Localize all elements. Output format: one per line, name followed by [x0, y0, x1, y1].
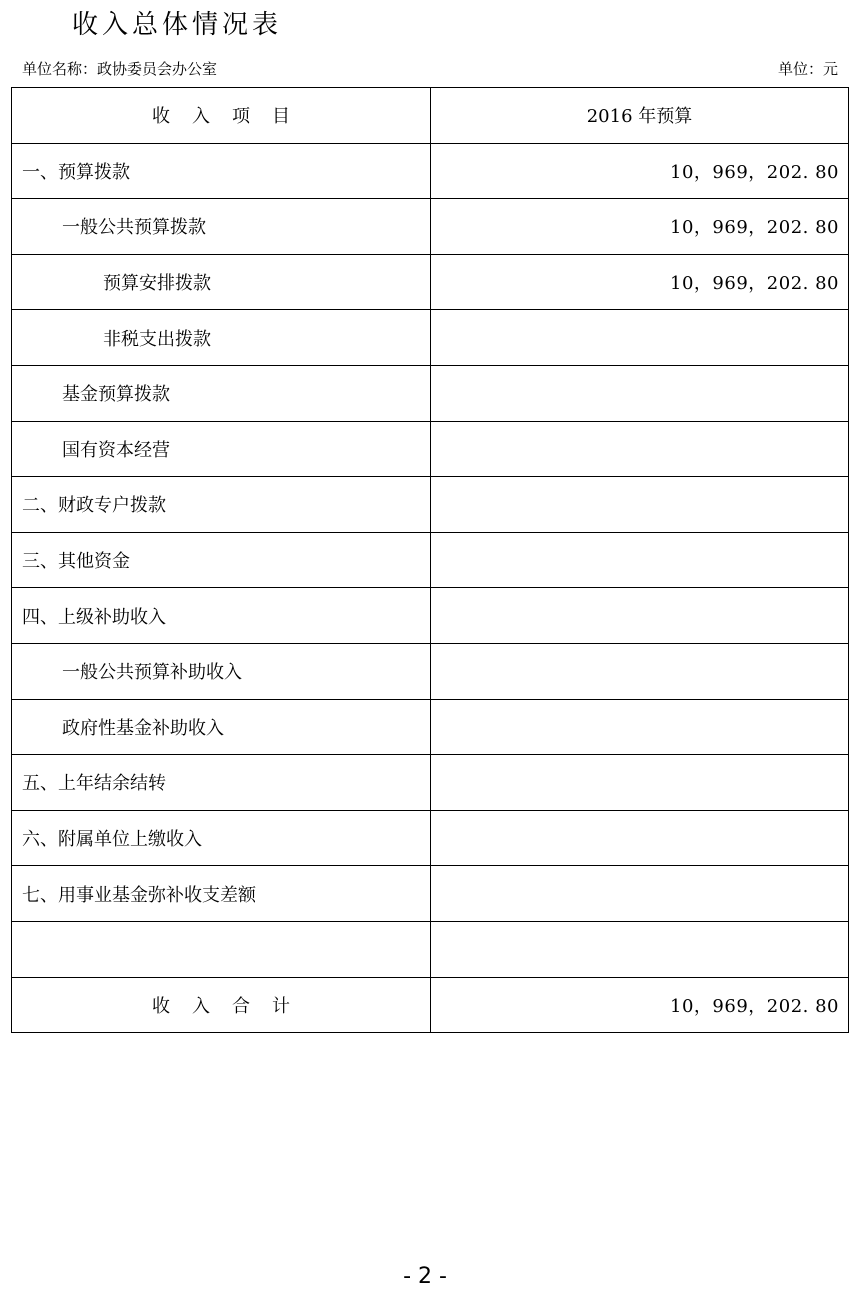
row-amount: [431, 921, 849, 977]
row-amount: [431, 532, 849, 588]
table-row: [12, 921, 849, 977]
table-row: [12, 310, 849, 366]
page-number: - 2 -: [403, 1264, 447, 1289]
row-item: 预算安排拨款: [12, 254, 431, 310]
total-label: 收入合计: [12, 977, 431, 1033]
table-row: [12, 365, 849, 421]
row-amount: [431, 310, 849, 366]
table-row: [12, 421, 849, 477]
header-budget-2016: 2016 年预算: [431, 88, 849, 144]
row-item: 二、财政专户拨款: [12, 477, 431, 533]
row-amount: [431, 866, 849, 922]
row-amount: [431, 643, 849, 699]
row-item: [12, 921, 431, 977]
page-title: 收入总体情况表: [72, 10, 283, 40]
row-item: 国有资本经营: [12, 421, 431, 477]
table-row: [12, 643, 849, 699]
row-amount: [431, 810, 849, 866]
row-amount: 10，969，202. 80: [431, 199, 849, 255]
table-row: [12, 477, 849, 533]
row-item: 六、附属单位上缴收入: [12, 810, 431, 866]
total-amount: 10，969，202. 80: [431, 977, 849, 1033]
row-item: 三、其他资金: [12, 532, 431, 588]
row-item: 一、预算拨款: [12, 143, 431, 199]
unit-name-label: 单位名称：政协委员会办公室: [22, 60, 218, 78]
row-amount: 10，969，202. 80: [431, 143, 849, 199]
row-item: 基金预算拨款: [12, 365, 431, 421]
table-row: [12, 143, 849, 199]
currency-unit-label: 单位：元: [777, 60, 838, 78]
row-amount: [431, 421, 849, 477]
row-amount: [431, 477, 849, 533]
row-item: 一般公共预算拨款: [12, 199, 431, 255]
income-summary-table: [11, 87, 849, 1033]
row-amount: [431, 699, 849, 755]
table-row: [12, 199, 849, 255]
row-item: 七、用事业基金弥补收支差额: [12, 866, 431, 922]
row-amount: [431, 755, 849, 811]
table-row: [12, 588, 849, 644]
row-amount: [431, 588, 849, 644]
table-row: [12, 532, 849, 588]
table-row: [12, 810, 849, 866]
table-header-row: [12, 88, 849, 144]
table-total-row: [12, 977, 849, 1033]
row-item: 一般公共预算补助收入: [12, 643, 431, 699]
row-item: 非税支出拨款: [12, 310, 431, 366]
table-row: [12, 254, 849, 310]
row-amount: [431, 365, 849, 421]
table-row: [12, 755, 849, 811]
row-amount: 10，969，202. 80: [431, 254, 849, 310]
row-item: 五、上年结余结转: [12, 755, 431, 811]
row-item: 四、上级补助收入: [12, 588, 431, 644]
header-income-item: 收入项目: [12, 88, 431, 144]
table-row: [12, 699, 849, 755]
row-item: 政府性基金补助收入: [12, 699, 431, 755]
table-row: [12, 866, 849, 922]
